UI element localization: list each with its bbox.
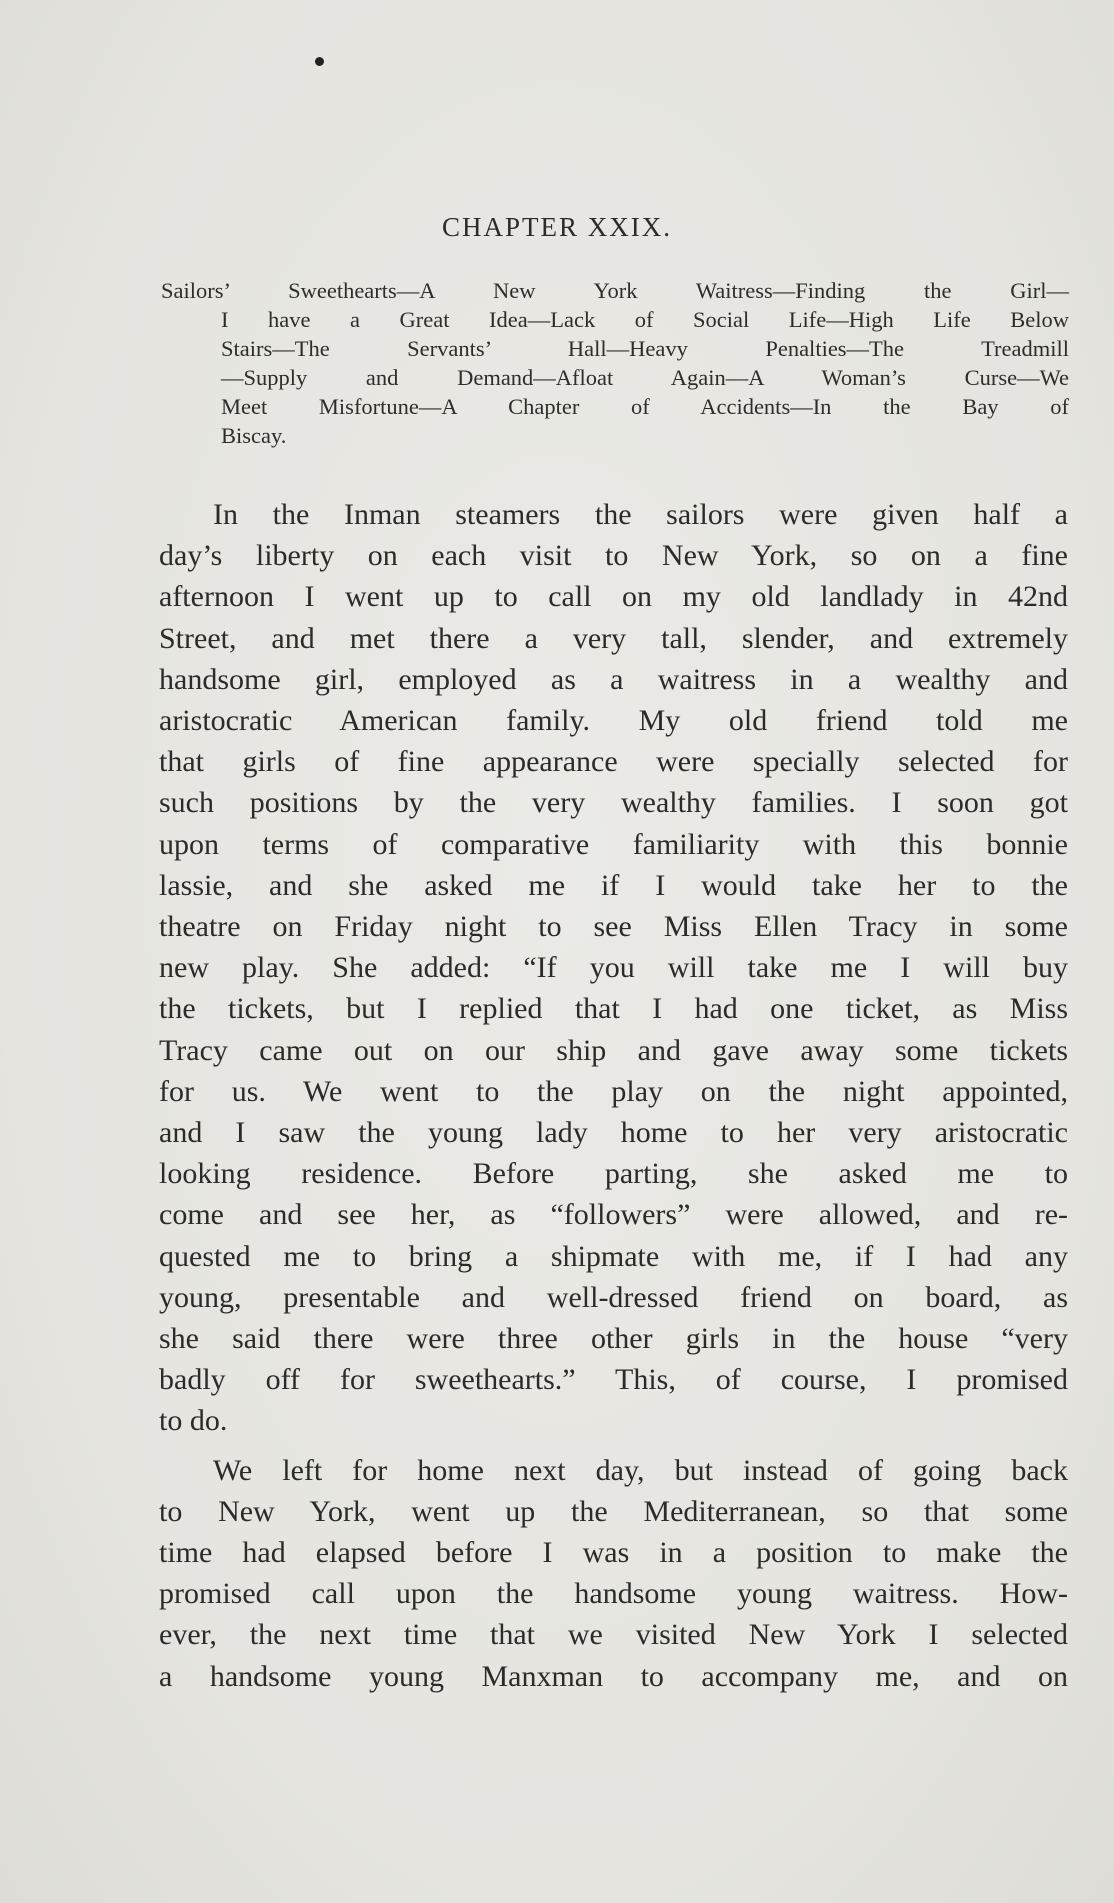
text-line: quested me to bring a shipmate with me, if I had any	[159, 1239, 1068, 1273]
text-line: time had elapsed before I was in a position to make the	[159, 1536, 1068, 1570]
text-line: day’s liberty on each visit to New York, so on a fine	[159, 539, 1068, 573]
synopsis-line: Biscay.	[221, 423, 287, 448]
body-text	[159, 494, 1068, 1705]
text-line: young, presentable and well-dressed friend on board, as	[159, 1280, 1068, 1314]
text-line: Tracy came out on our ship and gave away some tickets	[159, 1033, 1068, 1067]
text-line: handsome girl, employed as a waitress in a wealthy and	[159, 662, 1068, 696]
text-line: badly off for sweethearts.” This, of course, I promised	[159, 1363, 1068, 1397]
text-line: such positions by the very wealthy families. I soon got	[159, 786, 1068, 820]
text-line: In the Inman steamers the sailors were given half a	[213, 498, 1068, 531]
synopsis-line: Sailors’ Sweethearts—A New York Waitress—Finding the Girl—	[161, 278, 1069, 303]
synopsis-line: Stairs—The Servants’ Hall—Heavy Penalties—The Treadmill	[221, 336, 1069, 361]
text-line: ever, the next time that we visited New York I selected	[159, 1618, 1068, 1652]
text-line: she said there were three other girls in the house “very	[159, 1322, 1068, 1356]
paragraph-1	[159, 494, 1068, 1442]
synopsis-line: I have a Great Idea—Lack of Social Life—High Life Below	[221, 307, 1069, 332]
text-line: looking residence. Before parting, she asked me to	[159, 1157, 1068, 1191]
synopsis-line: —Supply and Demand—Afloat Again—A Woman’s Curse—We	[221, 365, 1069, 390]
text-line: for us. We went to the play on the night appointed,	[159, 1074, 1068, 1108]
text-line: theatre on Friday night to see Miss Ellen Tracy in some	[159, 910, 1068, 944]
text-line: and I saw the young lady home to her very aristocratic	[159, 1116, 1068, 1150]
text-line: aristocratic American family. My old friend told me	[159, 704, 1068, 738]
text-line: a handsome young Manxman to accompany me, and on	[159, 1659, 1068, 1693]
text-line: Street, and met there a very tall, slender, and extremely	[159, 621, 1068, 655]
text-line: that girls of fine appearance were specially selected for	[159, 745, 1068, 779]
synopsis-line: Meet Misfortune—A Chapter of Accidents—In the Bay of	[221, 394, 1069, 419]
text-line: afternoon I went up to call on my old landlady in 42nd	[159, 580, 1068, 614]
ink-speck	[315, 57, 324, 66]
text-line: We left for home next day, but instead of going back	[213, 1453, 1068, 1487]
text-line: lassie, and she asked me if I would take her to the	[159, 868, 1068, 902]
text-line: upon terms of comparative familiarity with this bonnie	[159, 827, 1068, 861]
chapter-heading: CHAPTER XXIX.	[441, 212, 672, 242]
text-line: promised call upon the handsome young waitress. How-	[159, 1577, 1068, 1611]
text-line: to do.	[159, 1404, 228, 1438]
chapter-synopsis	[161, 276, 1069, 450]
text-line: come and see her, as “followers” were allowed, and re-	[159, 1198, 1068, 1232]
text-line: to New York, went up the Mediterranean, so that some	[159, 1494, 1068, 1528]
text-line: new play. She added: “If you will take me I will buy	[159, 951, 1068, 985]
paragraph-2	[159, 1450, 1068, 1697]
text-line: the tickets, but I replied that I had one ticket, as Miss	[159, 992, 1068, 1026]
